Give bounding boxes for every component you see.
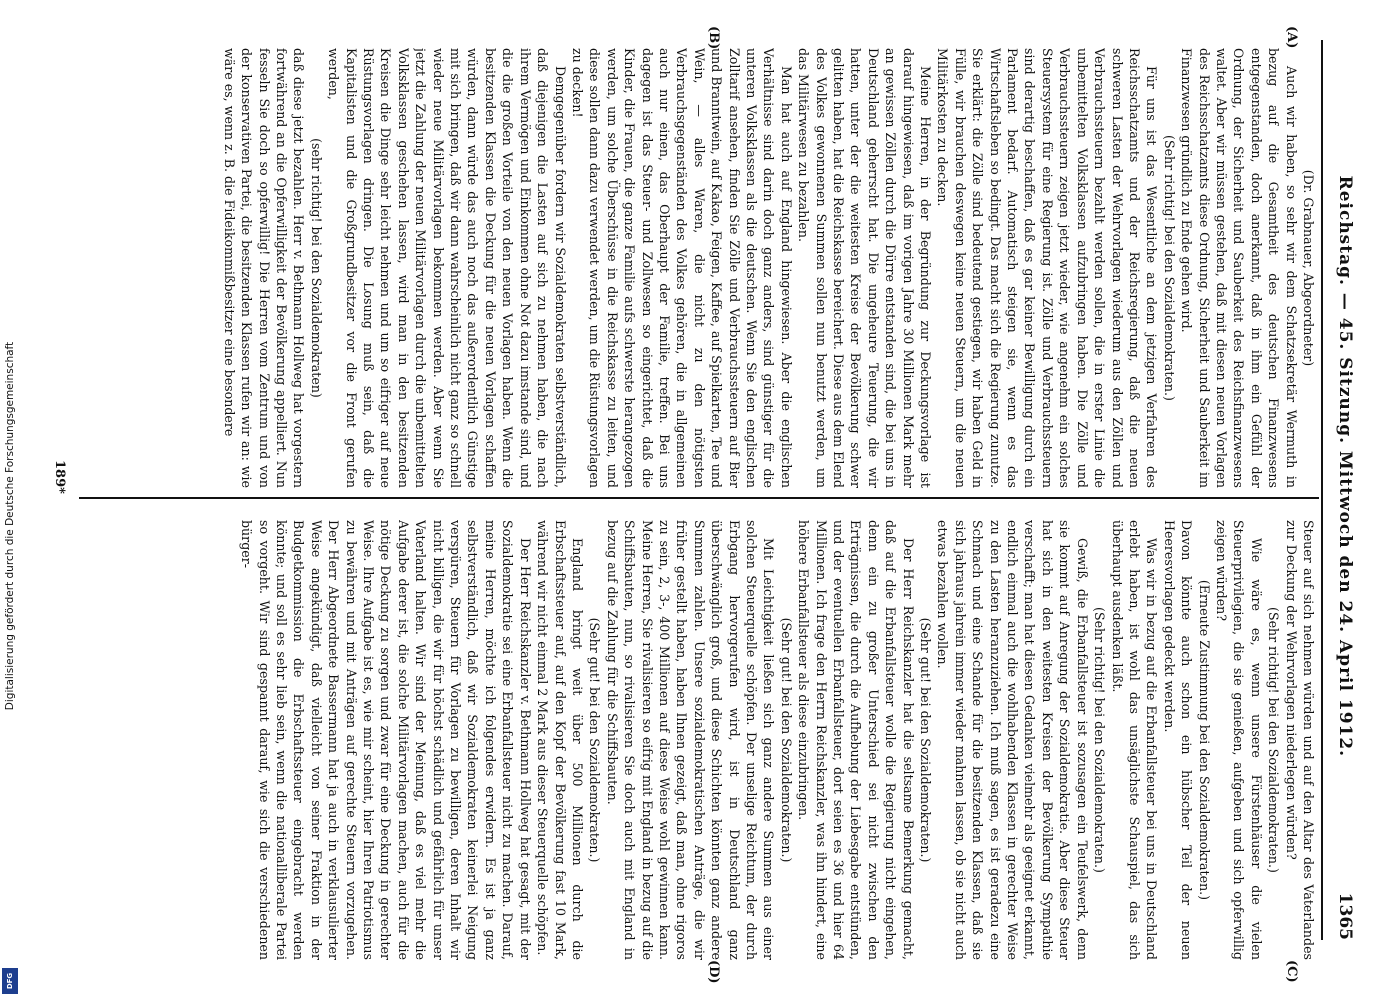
paragraph: Der Herr Reichskanzler hat die seltsame Bemerkung gemacht, daß auf die Erbanfallsteuer wolle die Regierung nicht eingehen, denn ein zu großer Unterschied sei nicht zwischen den Erträgnissen, die durch die Aufhebung der Liebesgabe entstünden, und der eventuellen Erbanfallsteuer, dort seien es 36 und hier 64 Millionen. Ich frage den Herrn Reichskanzler, was ihn hindert, eine höhere Erbanfallsteuer als diese einzubringen. (796, 520, 916, 960)
paragraph: Davon könnte auch schon ein hübscher Teil der neuen Heeresvorlagen gedeckt werden. (1161, 520, 1195, 960)
page-number: 1365 (1335, 892, 1355, 940)
interjection: (Erneute Zustimmung bei den Sozialdemokraten.) (1196, 579, 1212, 901)
interjection: (Sehr gut! bei den Sozialdemokraten.) (918, 617, 934, 863)
paragraph: England bringt weit über 500 Millionen durch die Erbschaftssteuer auf, auf den Kopf der Bevölkerung fast 10 Mark, während wir nicht einmal 2 Mark aus dieser Steuerquelle schöpfen. (535, 520, 585, 960)
paragraph: daß diese jetzt bezahlen. Herr v. Bethmann Hollweg hat vorgestern fortwährend an die Opferwilligkeit der Bevölkerung appelliert. Nun fesseln Sie doch so opferwillig! Die Herren vom Zentrum und von der konservativen Partei, die besitzenden Klassen rufen wir an: wie wäre es, wenn z. B. die Fideikommißbesitzer eine besondere (221, 48, 307, 488)
dfg-logo-icon: DFG (2, 968, 18, 994)
paragraph: Meine Herren, in der Begründung zur Deckungsvorlage ist darauf hingewiesen, daß im vorigen Jahre 30 Millionen Mark mehr an gewissen Zöllen durch die Dürre entstanden sind, die bei uns in Deutschland geherrscht hat. Die ungeheure Teuerung, die wir hatten, unter der die weitesten Kreise der Bevölkerung schwer gelitten haben, hat die Reichskasse bereichert. Diese aus dem Elend des Volkes gewonnenen Summen sollen nun benutzt werden, um das Militärwesen zu bezahlen. (796, 48, 934, 488)
paragraph: Steuer auf sich nehmen würden und auf den Altar des Vaterlandes zur Deckung der Wehrvorlagen niederlegen würden? (1283, 520, 1316, 960)
credit-text: Digitalisierung gefördert durch die Deutsche Forschungsgemeinschaft (4, 341, 16, 711)
paragraph: Man hat auch auf England hingewiesen. Aber die englischen Verhältnisse sind darin doch ganz anders, sind günstiger für die unteren Volksklassen als die deutschen. Wenn Sie den englischen Zolltarif ansehen, finden Sie Zölle und Verbrauchssteuern auf Bier und Branntwein, auf Kakao, Feigen, Kaffee, auf Spielkarten, Tee und Wein, — alles Waren, die nicht zu den nötigsten Verbrauchsgegenständen des Volkes gehören, die in allgemeinen auch nur einen, das Oberhaupt der Familie, treffen. Bei uns dagegen ist das Steuer- und Zollwesen so eingerichtet, daß die Kinder, die Frauen, die ganze Familie aufs schwerste herangezogen werden, um solche Überschüsse in die Reichskasse zu leiten, und diese sollen dann dazu verwendet werden, um die Rüstungsvorlagen zu decken! (569, 48, 794, 488)
margin-marker-a: (A) (1284, 26, 1299, 49)
paragraph: Mit Leichtigkeit ließen sich ganz andere Summen aus einer solchen Steuerquelle schöpfen. Der unselige Reichtum, der durch Erbgang hervorgerufen wird, ist in Deutschland ganz überschwänglich groß, und diese Schichten könnten ganz andere Summen zahlen. Unsere sozialdemokratischen Anträge, die wir früher gestellt haben, haben Ihnen gezeigt, daß man, ohne rigoros zu sein, 2, 3-, 400 Millionen auf diese Weise wohl gewinnen kann. Meine Herren, Sie rivalisieren so eifrig mit England in bezug auf die Schiffsbauten, nun, so rivalisieren Sie doch auch mit England in bezug auf die Zahlung für die Schiffsbauten. (604, 520, 777, 960)
page-header (1325, 40, 1365, 940)
margin-marker-b: (B) (706, 26, 721, 50)
paragraph: Für uns ist das Wesentliche an dem jetzigen Verfahren des Reichsschatzamts und der Reichsregierung, daß die neuen schweren Lasten der Wehrvorlagen wiederum aus den Zöllen und Verbrauchssteuern bezahlt werden sollen, die in erster Linie die unbemittelten Volksklassen aufzubringen haben. Die Zölle und Verbrauchssteuern zeigen jetzt wieder, wie angenehm ein solches Steuersystem für eine Regierung ist. Zölle und Verbrauchssteuern sind derartig beschaffen, daß es gar keiner Bewilligung durch ein Parlament bedarf. Automatisch steigen sie, wenn es das Wirtschaftsleben so bedingt. Das macht sich die Regierung zunutze. Sie erklärt: die Zölle sind bedeutend gestiegen, wir haben Geld in Fülle, wir brauchen deswegen keine neuen Steuern, um die neuen Militärkosten zu decken. (935, 48, 1160, 488)
header-title: Reichstag. — 45. Sitzung. Mittwoch den 24. April 1912. (1335, 175, 1355, 758)
sheet-number: 189* (52, 460, 67, 494)
paragraph: Was wir in bezug auf die Erbanfallsteuer bei uns in Deutschland erlebt haben, ist wohl das unsäglichste Schauspiel, das sich überhaupt ausdenken läßt. (1109, 520, 1160, 960)
interjection: (Sehr richtig! bei den Sozialdemokraten.) (1161, 135, 1177, 401)
interjection: (Sehr gut! bei den Sozialdemokraten.) (587, 617, 603, 863)
interjection: (sehr richtig! bei den Sozialdemokraten) (308, 138, 324, 398)
left-column (67, 48, 1317, 488)
interjection: (Sehr gut! bei den Sozialdemokraten.) (778, 617, 794, 863)
interjection: (Sehr richtig! bei den Sozialdemokraten.) (1092, 607, 1108, 873)
margin-marker-c: (C) (1284, 960, 1299, 983)
interjection: (Sehr richtig! bei den Sozialdemokraten.) (1266, 607, 1282, 873)
digitization-credit (0, 40, 20, 970)
right-column (67, 520, 1317, 960)
column-divider (79, 497, 1319, 499)
paragraph: Auch wir haben, so sehr wir dem Schatzsekretär Wermuth in bezug auf die Gesamtheit des deutschen Finanzwesens entgegenstanden, doch anerkannt, daß in ihm ein Gefühl der Ordnung, der Sicherheit und Sauberkeit des Reichsfinanzwesens waltet. Aber wir müssen gestehen, daß mit diesen neuen Vorlagen des Reichsschatzamts diese Ordnung, Sicherheit und Sauberkeit im Finanzwesen gründlich zu Ende gehen wird. (1179, 48, 1299, 488)
paragraph: Wie wäre es, wenn unsere Fürstenhäuser die vielen Steuerprivilegien, die sie genießen, aufgeben und sich opferwillig zeigen würden? (1213, 520, 1264, 960)
header-rule (1321, 40, 1323, 940)
paragraph: Der Herr Reichskanzler v. Bethmann Hollweg hat gesagt, mit der Sozialdemokratie sei eine Erbanfallsteuer nicht zu machen. Darauf, meine Herren, möchte ich folgendes erwidern. Es ist ja ganz selbstverständlich, daß wir Sozialdemokraten keinerlei Neigung verspüren, Steuern für Vorlagen zu bewilligen, deren Inhalt wir nicht billigen, die wir für höchst schädlich und gefährlich für unser Vaterland halten. Wir sind der Meinung, daß es viel mehr die Aufgabe derer ist, die solche Militärvorlagen machen, auch für die nötige Deckung zu sorgen und zwar für eine Deckung in gerechter Weise. Ihre Aufgabe ist es, wie mir scheint, hier Ihren Patriotismus zu bewähren und mit Anträgen auf gerechte Steuern vorzugehen. Der Herr Abgeordnete Bassermann hat ja auch in verklausulierter Weise angekündigt, daß vielleicht von seiner Fraktion in der Budgetkommission die Erbschaftssteuer eingebracht werden könnte; und soll es sehr lieb sein, wenn die nationalliberale Partei so vorgeht. Wir sind gespannt darauf, wie sich die verschiedenen bürger- (239, 520, 533, 960)
paragraph: Demgegenüber fordern wir Sozialdemokraten selbstverständlich, daß diejenigen die Lasten auf sich zu nehmen haben, die nach ihrem Vermögen und Einkommen ohne Not dazu imstande sind, und die die großen Vorteile von den neuen Vorlagen haben. Wenn die besitzenden Klassen die Deckung für die neuen Vorlagen schaffen würden, dann würde das auch noch das außerordentlich Günstige mit sich bringen, daß wir dann wahrscheinlich nicht ganz so schnell wieder neue Militärvorlagen bekommen werden. Aber wenn Sie jetzt die Zahlung der neuen Militärvorlagen durch die unbemittelten Volksklassen geschehen lassen, wird man in den besitzenden Kreisen die Dinge sehr leicht nehmen und um so eifriger auf neue Rüstungsvorlagen dringen. Die Losung muß sein, daß die Kapitalisten und die Großgrundbesitzer vor die Front gerufen werden, (326, 48, 568, 488)
margin-marker-d: (D) (706, 960, 721, 984)
paragraph: Gewiß, die Erbanfallsteuer ist sozusagen ein Teufelswerk, denn sie kommt auf Anregung der Sozialdemokratie. Aber diese Steuer hat sich in den weitesten Kreisen der Bevölkerung Sympathie verschafft; man hat diesen Gedanken vielmehr als geeignet erkannt, endlich einmal auch die wohlhabenden Klassen in gerechter Weise zu den Lasten heranzuziehen. Ich muß sagen, es ist geradezu eine Schmach und eine Schande für die besitzenden Klassen, daß sie sich jahraus jahrein immer wieder mahnen lassen, ob sie nicht auch etwas bezahlen wollen. (935, 520, 1090, 960)
speaker-label: (Dr. Grabnauer, Abgeordneter) (1301, 169, 1316, 367)
